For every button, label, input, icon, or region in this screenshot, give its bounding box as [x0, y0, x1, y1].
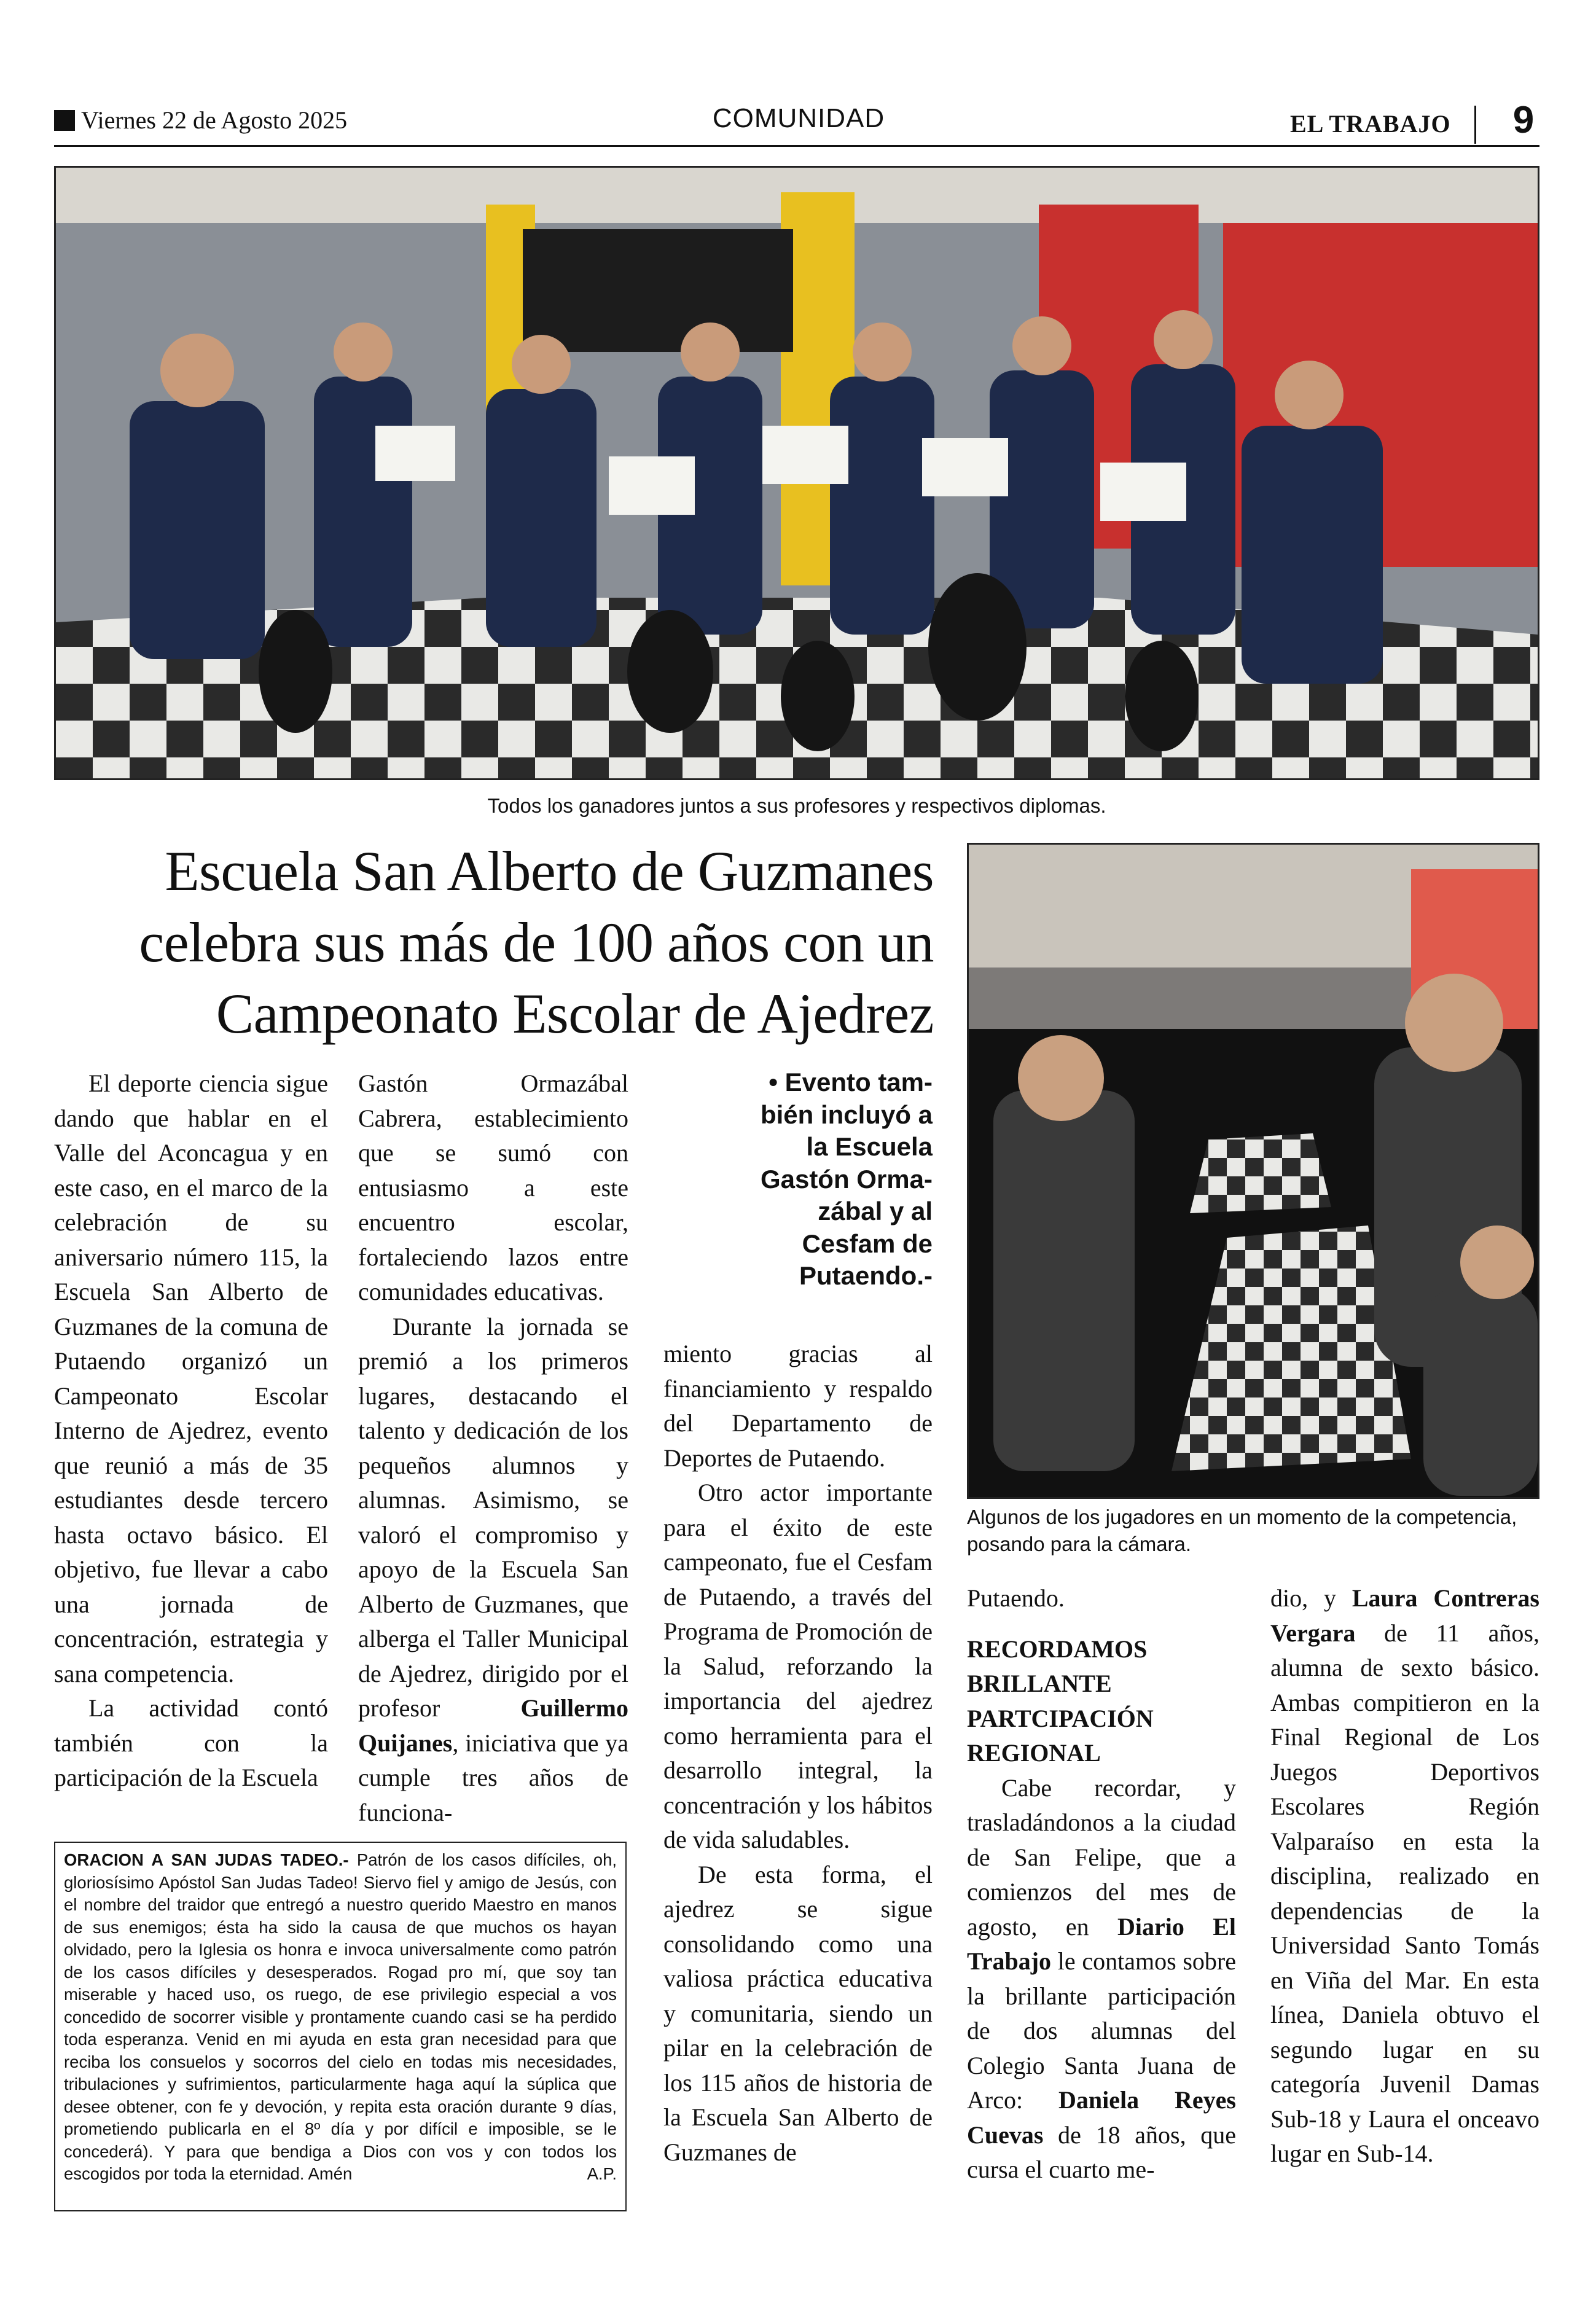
text-run: , iniciativa que ya cumple tres años de funciona-	[358, 1729, 628, 1826]
header-rule	[54, 145, 1539, 147]
text-run: Cabe recordar, y trasladándonos a la ciudad de San Felipe, que a comienzos del mes de agosto, en	[967, 1773, 1236, 1941]
paragraph: La actividad contó también con la participación de la Escuela	[54, 1694, 328, 1791]
paragraph	[358, 1310, 628, 1831]
subheading: RECORDAMOS BRILLANTE PARTCIPACIÓN REGIONAL	[967, 1635, 1154, 1767]
prayer-title: ORACION A SAN JUDAS TADEO.-	[64, 1850, 349, 1869]
headline-line-1: Escuela San Alberto de Guzmanes	[165, 840, 934, 902]
paragraph: De esta forma, el ajedrez se sigue consolidando como una valiosa práctica educativa y comunitaria, siendo un pilar en la celebración de los 115 años de historia de la Escuela San Alberto de Guzmanes de	[663, 1860, 933, 2166]
pull-quote-line: bién incluyó a	[760, 1100, 933, 1129]
chess-players-photo	[969, 845, 1538, 1497]
text-run: de 11 años, alumna de sexto básico. Ambas compitieron en la Final Regional de Los Juegos Deportivos Escolares Región Valparaíso en esta la disciplina, realizado en dependencias de la Universidad Santo Tomás en Viña del Mar. En esta línea, Daniela obtuvo el segundo lugar en su categoría Juvenil Damas Sub-18 y Laura el onceavo lugar en Sub-14.	[1270, 1619, 1539, 2167]
section-name: COMUNIDAD	[712, 103, 885, 133]
main-photo-caption: Todos los ganadores juntos a sus profesores y respectivos diplomas.	[487, 794, 1106, 817]
header-separator	[1474, 106, 1476, 144]
article-column-2	[358, 1066, 628, 1830]
text-run: Durante la jornada se premió a los primeros lugares, destacando el talento y dedicación de los pequeños alumnos y alumnas. Asimismo, se valoró el compromiso y apoyo de la Escuela San Alberto de Guzmanes, que alberga el Taller Municipal de Ajedrez, dirigido por el profesor	[358, 1312, 628, 1722]
text-run: dio, y	[1270, 1584, 1352, 1612]
issue-date	[54, 106, 347, 135]
headline	[61, 835, 934, 1049]
prayer-text: Patrón de los casos difíciles, oh, gloriosísimo Apóstol San Judas Tadeo! Siervo fiel y amigo de Jesús, con el nombre del traidor que entregó a nuestro querido Maestro en manos de sus enemigos; ésta ha sido la causa de que muchos os hayan olvidado, pero la Iglesia os honra e invoca universalmente como patrón de los casos difíciles y desesperados. Rogad pro mí, que soy tan miserable y haced uso, os ruego, de ese privilegio especial a vos concedido de socorrer visible y prontamente cuando casi se ha perdido toda esperanza. Venid en mi ayuda en esta gran necesidad para que reciba los consuelos y socorros del cielo en todas mis necesidades, tribulaciones y sufrimientos, particularmente haga aquí la súplica que desee obtener, con fe y devoción, y repita esta oración durante 9 días, prometiendo publicarla en el 8º día y por difícil e imposible, se le concederá). Y para que bendiga a Dios con vos y con todos los escogidos por toda la eternidad. Amén	[64, 1850, 617, 2183]
pull-quote-line: Gastón Orma-	[760, 1164, 933, 1194]
headline-line-2: celebra sus más de 100 años con un	[139, 911, 934, 974]
pull-quote-line: • Evento tam-	[769, 1068, 933, 1096]
headline-line-3: Campeonato Escolar de Ajedrez	[216, 982, 934, 1045]
newspaper-reference: Diario El Trabajo	[967, 1912, 1236, 1975]
pull-quote	[663, 1066, 933, 1292]
pull-quote-line: la Escuela	[806, 1132, 933, 1161]
text-run: de 18 años, que cursa el cuarto me-	[967, 2121, 1236, 2183]
person-name: Laura Contreras Vergara	[1270, 1584, 1539, 1647]
paragraph-continued: miento gracias al financiamiento y respaldo del Departamento de Deportes de Putaendo.	[663, 1340, 933, 1472]
chess-winners-photo	[56, 168, 1538, 778]
paragraph-continued: Gastón Ormazábal Cabrera, establecimiento que se sumó con entusiasmo a este encuentro escolar, fortaleciendo lazos entre comunidades educativas.	[358, 1069, 628, 1305]
text-run: le contamos sobre la brillante participación de dos alumnas del Colegio Santa Juana de Arco:	[967, 1947, 1236, 2114]
person-name: Daniela Reyes Cuevas	[967, 2086, 1236, 2149]
square-bullet-icon	[54, 110, 75, 131]
paragraph-continued: Putaendo.	[967, 1584, 1065, 1612]
side-photo	[967, 843, 1539, 1499]
article-column-4	[967, 1581, 1236, 2187]
prayer-signature: A.P.	[587, 2164, 617, 2183]
paragraph-continued	[1270, 1581, 1539, 2172]
paragraph	[967, 1771, 1236, 2187]
pull-quote-line: Cesfam de	[802, 1229, 933, 1258]
issue-date-text: Viernes 22 de Agosto 2025	[81, 106, 348, 134]
spacer	[967, 1616, 1236, 1632]
article-column-5	[1270, 1581, 1539, 2172]
person-name: Guillermo Quijanes	[358, 1694, 628, 1757]
paragraph: El deporte ciencia sigue dando que hablar en el Valle del Aconcagua y en este caso, en el marco de la celebración de su aniversario número 115, la Escuela San Alberto de Guzmanes de la comuna de Putaendo organizó un Campeonato Escolar Interno de Ajedrez, evento que reunió a más de 35 estudiantes desde tercero hasta octavo básico. El objetivo, fue llevar a cabo una jornada de concentración, estrategia y sana competencia.	[54, 1069, 328, 1687]
paragraph: Otro actor importante para el éxito de este campeonato, fue el Cesfam de Putaendo, a través del Programa de Promoción de la Salud, reforzando la importancia del ajedrez como herramienta para el desarrollo integral, la concentración y los hábitos de vida saludables.	[663, 1479, 933, 1853]
side-photo-caption: Algunos de los jugadores en un momento de la competencia, posando para la cámara.	[967, 1506, 1517, 1555]
article-column-1	[54, 1066, 328, 1796]
pull-quote-line: zábal y al	[818, 1197, 933, 1226]
pull-quote-line: Putaendo.-	[799, 1261, 933, 1290]
prayer-notice	[54, 1842, 627, 2211]
page-number: 9	[1512, 99, 1535, 141]
main-photo	[54, 166, 1539, 780]
newspaper-name: EL TRABAJO	[1290, 110, 1451, 138]
article-column-3	[663, 1337, 933, 2170]
